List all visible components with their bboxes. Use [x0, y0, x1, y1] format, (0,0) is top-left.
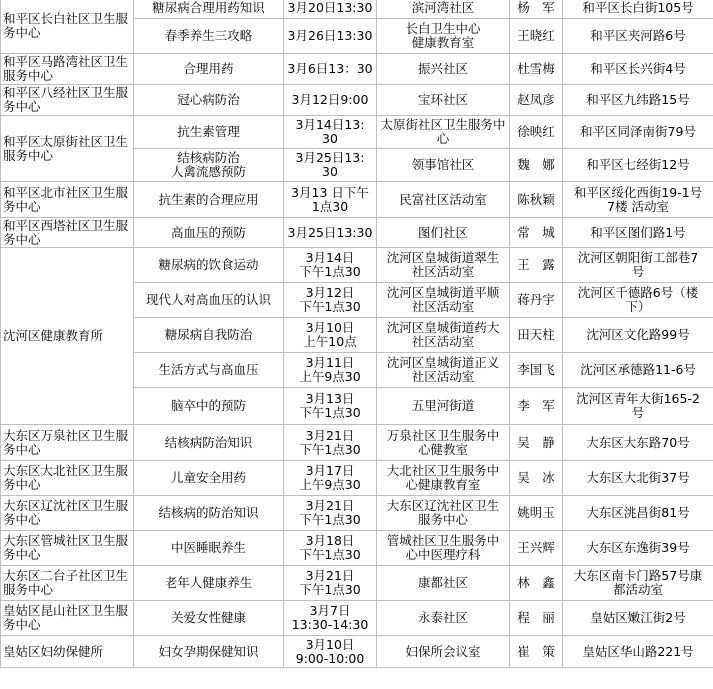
venue-cell: 沈河区皇城街道平顺 社区活动室 [377, 283, 510, 318]
organization-cell: 大东区万泉社区卫生服务中心 [1, 425, 134, 461]
time-cell: 3月14日13: 30 [284, 116, 377, 149]
time-cell: 3月25日13:30 [284, 218, 377, 248]
address-cell: 和平区长兴街4号 [563, 54, 713, 85]
topic-cell: 中医睡眠养生 [134, 531, 284, 566]
time-cell: 3月25日13: 30 [284, 149, 377, 182]
speaker-cell: 杜雪梅 [510, 54, 563, 85]
topic-cell: 老年人健康养生 [134, 566, 284, 601]
organization-cell: 大东区二台子社区卫生服务中心 [1, 566, 134, 601]
venue-cell: 五里河街道 [377, 388, 510, 425]
topic-cell: 糖尿病自我防治 [134, 318, 284, 353]
time-cell: 3月21日 下午1点30 [284, 566, 377, 601]
venue-cell: 宝环社区 [377, 85, 510, 116]
organization-cell: 大东区辽沈社区卫生服务中心 [1, 496, 134, 531]
address-cell: 大东区大东路70号 [563, 425, 713, 461]
topic-cell: 儿童安全用药 [134, 461, 284, 496]
topic-cell: 现代人对高血压的认识 [134, 283, 284, 318]
speaker-cell: 赵凤彦 [510, 85, 563, 116]
table-row [1, 636, 713, 668]
time-cell: 3月11日 上午9点30 [284, 353, 377, 388]
organization-cell: 皇姑区妇幼保健所 [1, 636, 134, 668]
topic-cell: 结核病的防治知识 [134, 496, 284, 531]
venue-cell: 管城社区卫生服务中 心中医理疗科 [377, 531, 510, 566]
speaker-cell: 崔 策 [510, 636, 563, 668]
topic-cell: 脑卒中的预防 [134, 388, 284, 425]
time-cell: 3月7日 13:30-14:30 [284, 601, 377, 636]
time-cell: 3月10日 9:00-10:00 [284, 636, 377, 668]
table-row [1, 85, 713, 116]
address-cell: 沈河区青年大街165-2 号 [563, 388, 713, 425]
time-cell: 3月20日13:30 [284, 0, 377, 19]
topic-cell: 合理用药 [134, 54, 284, 85]
table-row [1, 461, 713, 496]
address-cell: 沈河区文化路99号 [563, 318, 713, 353]
speaker-cell: 吴 冰 [510, 461, 563, 496]
table-row [1, 54, 713, 85]
venue-cell: 康都社区 [377, 566, 510, 601]
time-cell: 3月13日 下午1点30 [284, 388, 377, 425]
venue-cell: 滨河湾社区 [377, 0, 510, 19]
organization-cell: 沈河区健康教育所 [1, 248, 134, 425]
topic-cell: 结核病防治知识 [134, 425, 284, 461]
time-cell: 3月10日 上午10点 [284, 318, 377, 353]
time-cell: 3月26日13:30 [284, 19, 377, 54]
speaker-cell: 王 露 [510, 248, 563, 283]
organization-cell: 和平区北市社区卫生服务中心 [1, 182, 134, 218]
topic-cell: 生活方式与高血压 [134, 353, 284, 388]
venue-cell: 图们社区 [377, 218, 510, 248]
topic-cell: 妇女孕期保健知识 [134, 636, 284, 668]
address-cell: 大东区南卡门路57号康 都活动室 [563, 566, 713, 601]
speaker-cell: 魏 娜 [510, 149, 563, 182]
venue-cell: 大北社区卫生服务中 心健康教育室 [377, 461, 510, 496]
venue-cell: 永泰社区 [377, 601, 510, 636]
address-cell: 和平区夹河路6号 [563, 19, 713, 54]
speaker-cell: 林 鑫 [510, 566, 563, 601]
organization-cell: 和平区八经社区卫生服务中心 [1, 85, 134, 116]
organization-cell: 和平区马路湾社区卫生服务中心 [1, 54, 134, 85]
speaker-cell: 程 丽 [510, 601, 563, 636]
venue-cell: 长白卫生中心 健康教育室 [377, 19, 510, 54]
table-row [1, 531, 713, 566]
speaker-cell: 姚明玉 [510, 496, 563, 531]
table-row [1, 496, 713, 531]
address-cell: 沈河区承德路11-6号 [563, 353, 713, 388]
time-cell: 3月13 日下午 1点30 [284, 182, 377, 218]
speaker-cell: 常 城 [510, 218, 563, 248]
speaker-cell: 杨 军 [510, 0, 563, 19]
time-cell: 3月14日 下午1点30 [284, 248, 377, 283]
venue-cell: 振兴社区 [377, 54, 510, 85]
speaker-cell: 吴 静 [510, 425, 563, 461]
organization-cell: 皇姑区昆山社区卫生服务中心 [1, 601, 134, 636]
address-cell: 大东区东逸街39号 [563, 531, 713, 566]
table-row [1, 248, 713, 283]
topic-cell: 春季养生三攻略 [134, 19, 284, 54]
venue-cell: 沈河区皇城街道翠生 社区活动室 [377, 248, 510, 283]
topic-cell: 关爱女性健康 [134, 601, 284, 636]
table-body [1, 0, 713, 668]
organization-cell: 和平区西塔社区卫生服务中心 [1, 218, 134, 248]
address-cell: 和平区长白街105号 [563, 0, 713, 19]
speaker-cell: 田天柱 [510, 318, 563, 353]
organization-cell: 和平区太原街社区卫生服务中心 [1, 116, 134, 182]
venue-cell: 万泉社区卫生服务中 心健教室 [377, 425, 510, 461]
venue-cell: 领事馆社区 [377, 149, 510, 182]
table-row [1, 566, 713, 601]
time-cell: 3月21日 下午1点30 [284, 425, 377, 461]
address-cell: 和平区九纬路15号 [563, 85, 713, 116]
address-cell: 沈河区千德路6号（楼 下） [563, 283, 713, 318]
table-row [1, 182, 713, 218]
speaker-cell: 王晓红 [510, 19, 563, 54]
topic-cell: 抗生素管理 [134, 116, 284, 149]
address-cell: 大东区洮昌街81号 [563, 496, 713, 531]
venue-cell: 沈河区皇城街道正义 社区活动室 [377, 353, 510, 388]
time-cell: 3月12日 下午1点30 [284, 283, 377, 318]
address-cell: 皇姑区嫩江街2号 [563, 601, 713, 636]
time-cell: 3月21日 下午1点30 [284, 496, 377, 531]
topic-cell: 糖尿病合理用药知识 [134, 0, 284, 19]
topic-cell: 糖尿病的饮食运动 [134, 248, 284, 283]
address-cell: 皇姑区华山路221号 [563, 636, 713, 668]
venue-cell: 民富社区活动室 [377, 182, 510, 218]
speaker-cell: 李国飞 [510, 353, 563, 388]
address-cell: 和平区七经街12号 [563, 149, 713, 182]
time-cell: 3月6日13：30 [284, 54, 377, 85]
topic-cell: 抗生素的合理应用 [134, 182, 284, 218]
table-row [1, 425, 713, 461]
venue-cell: 妇保所会议室 [377, 636, 510, 668]
address-cell: 大东区大北街37号 [563, 461, 713, 496]
table-row [1, 116, 713, 149]
time-cell: 3月17日 上午9点30 [284, 461, 377, 496]
speaker-cell: 徐映红 [510, 116, 563, 149]
address-cell: 和平区同泽南街79号 [563, 116, 713, 149]
table-row [1, 218, 713, 248]
address-cell: 和平区绥化西街19-1号 7楼 活动室 [563, 182, 713, 218]
address-cell: 沈河区朝阳街工部巷7 号 [563, 248, 713, 283]
address-cell: 和平区图们路1号 [563, 218, 713, 248]
venue-cell: 沈河区皇城街道药大 社区活动室 [377, 318, 510, 353]
organization-cell: 大东区管城社区卫生服务中心 [1, 531, 134, 566]
topic-cell: 冠心病防治 [134, 85, 284, 116]
time-cell: 3月18日 下午1点30 [284, 531, 377, 566]
speaker-cell: 王兴辉 [510, 531, 563, 566]
venue-cell: 太原街社区卫生服务中心 [377, 116, 510, 149]
topic-cell: 结核病防治 人禽流感预防 [134, 149, 284, 182]
organization-cell: 和平区长白社区卫生服务中心 [1, 0, 134, 54]
table-row [1, 0, 713, 19]
time-cell: 3月12日9:00 [284, 85, 377, 116]
speaker-cell: 李 军 [510, 388, 563, 425]
venue-cell: 大东区辽沈社区卫生 服务中心 [377, 496, 510, 531]
table-row [1, 601, 713, 636]
speaker-cell: 陈秋颖 [510, 182, 563, 218]
speaker-cell: 蒋丹宇 [510, 283, 563, 318]
organization-cell: 大东区大北社区卫生服务中心 [1, 461, 134, 496]
topic-cell: 高血压的预防 [134, 218, 284, 248]
